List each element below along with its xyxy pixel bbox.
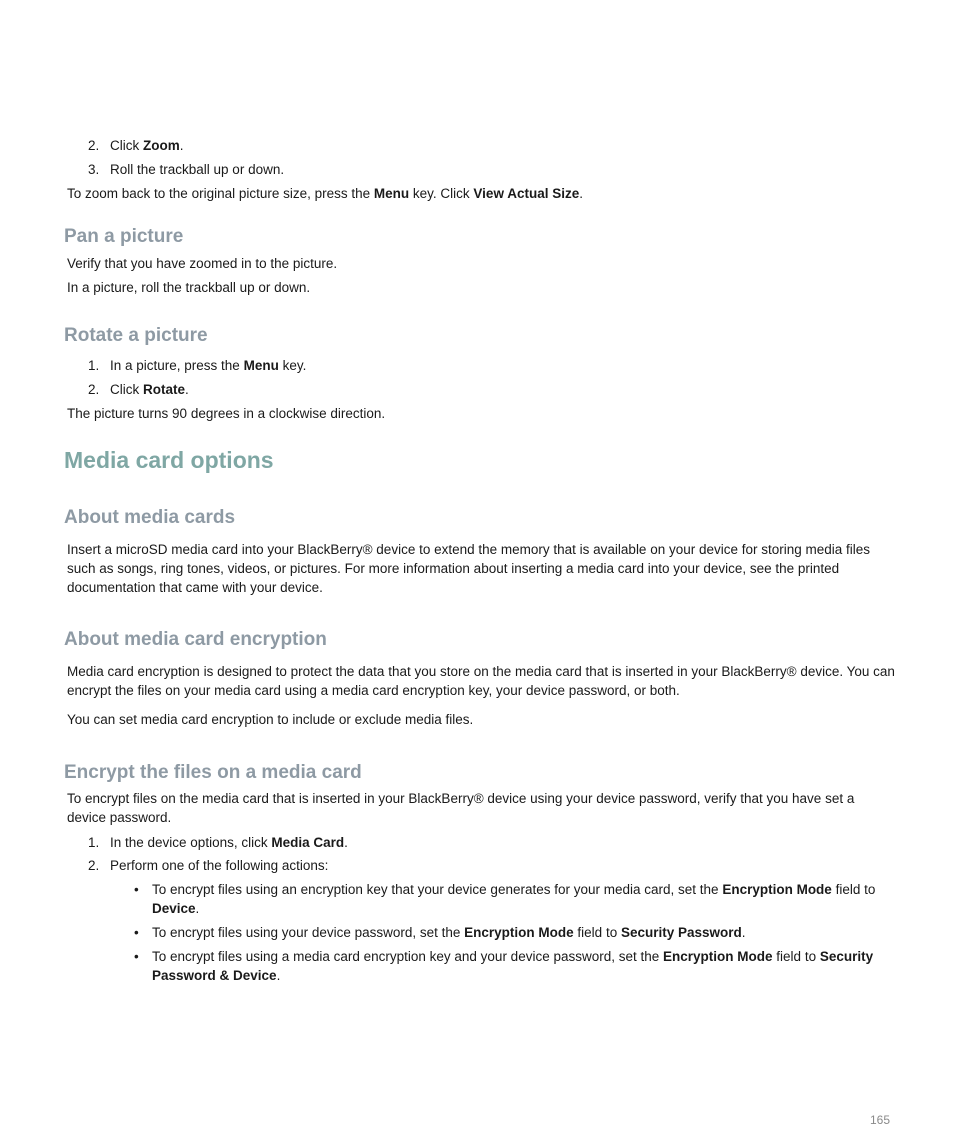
rotate-result: The picture turns 90 degrees in a clockwise direction.	[67, 406, 386, 421]
about-media-cards-paragraph: Insert a microSD media card into your BlackBerry® device to extend the memory that is available on your device for storing media files such as songs, ring tones, videos, or pictures. For more information about inserting a media card into your device, see the printed documentation that came with your device.	[67, 542, 871, 595]
pan-heading: Pan a picture	[64, 226, 184, 247]
zoom-back-paragraph: To zoom back to the original picture size, press the Menu key. Click View Actual Size.	[67, 186, 583, 201]
bullet-icon: •	[134, 925, 139, 940]
media-card-options-heading: Media card options	[64, 447, 274, 473]
about-encryption-paragraph-1: Media card encryption is designed to protect the data that you store on the media card that is inserted in your BlackBerry® device. You can encrypt the files on your media card using a media card encryption key, your device password, or both.	[67, 664, 895, 698]
encrypt-option-password: • To encrypt files using your device password, set the Encryption Mode field to Security Password.	[134, 925, 746, 940]
about-media-cards-heading: About media cards	[64, 507, 236, 528]
rotate-step-1: 1. In a picture, press the Menu key.	[88, 358, 307, 373]
pan-paragraph-1: Verify that you have zoomed in to the picture.	[67, 256, 338, 271]
bullet-icon: •	[134, 949, 139, 964]
encrypt-option-password-device: • To encrypt files using a media card encryption key and your device password, set the Encryption Mode field to Security Password & Device.	[134, 949, 874, 983]
encrypt-step-2: 2. Perform one of the following actions:	[88, 858, 329, 873]
bullet-icon: •	[134, 882, 139, 897]
zoom-step-2: 2. Click Zoom.	[88, 138, 184, 153]
about-encryption-heading: About media card encryption	[64, 629, 327, 650]
zoom-step-3: 3. Roll the trackball up or down.	[88, 162, 285, 177]
rotate-step-2: 2. Click Rotate.	[88, 382, 189, 397]
rotate-heading: Rotate a picture	[64, 325, 208, 346]
encrypt-files-heading: Encrypt the files on a media card	[64, 762, 362, 783]
about-encryption-paragraph-2: You can set media card encryption to include or exclude media files.	[67, 712, 474, 727]
encrypt-files-intro: To encrypt files on the media card that is inserted in your BlackBerry® device using your device password, verify that you have set a device password.	[67, 791, 855, 825]
encrypt-option-device: • To encrypt files using an encryption key that your device generates for your media card, set the Encryption Mode field to Device.	[134, 882, 876, 916]
encrypt-step-1: 1. In the device options, click Media Card.	[88, 835, 348, 850]
page-number: 165	[869, 1113, 890, 1127]
pan-paragraph-2: In a picture, roll the trackball up or down.	[67, 280, 311, 295]
